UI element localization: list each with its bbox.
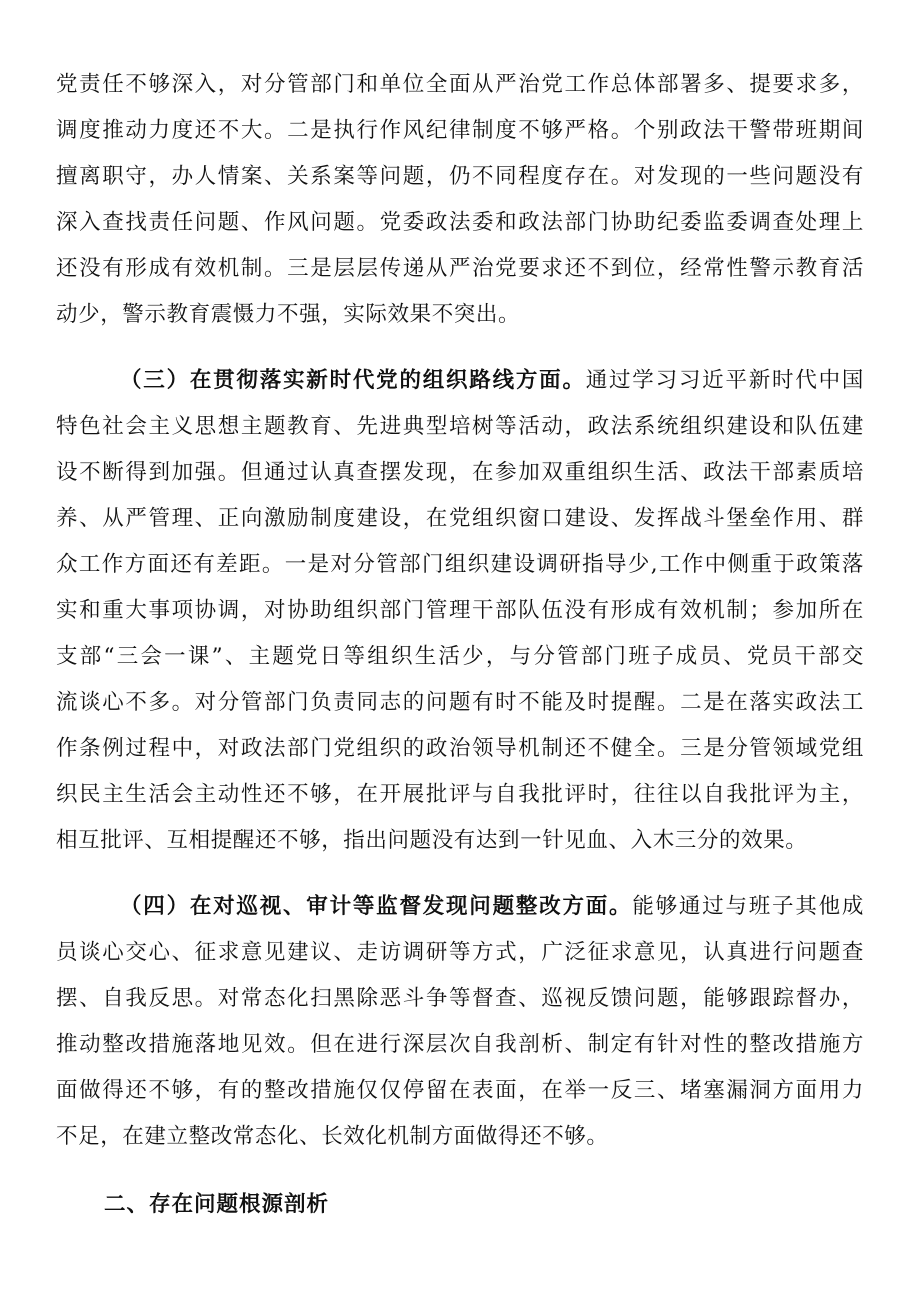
line-text: 调度推动力度还不大。二是执行作风纪律制度不够严格。个别政法干警带班期间 [56, 118, 864, 143]
line-text: 不足，在建立整改常态化、长效化机制方面做得还不够。 [56, 1124, 609, 1149]
paragraph-line [56, 938, 864, 968]
paragraph-line [56, 116, 864, 146]
line-text: 能够通过与班子其他成 [632, 894, 864, 919]
line-text: 织民主生活会主动性还不够，在开展批评与自我批评时，往往以自我批评为主， [56, 782, 864, 807]
line-text: 党责任不够深入，对分管部门和单位全面从严治党工作总体部署多、提要求多， [56, 72, 864, 97]
line-text: 养、从严管理、正向激励制度建设，在党组织窗口建设、发挥战斗堡垒作用、群 [56, 506, 864, 531]
paragraph-line [56, 1076, 864, 1106]
line-text: 相互批评、互相提醒还不够，指出问题没有达到一针见血、入木三分的效果。 [56, 828, 808, 853]
line-text: 实和重大事项协调，对协助组织部门管理干部队伍没有形成有效机制；参加所在 [56, 598, 864, 623]
line-text: 推动整改措施落地见效。但在进行深层次自我剖析、制定有针对性的整改措施方 [56, 1032, 864, 1057]
paragraph-line [56, 734, 864, 764]
line-text: 面做得还不够，有的整改措施仅仅停留在表面，在举一反三、堵塞漏洞方面用力 [56, 1078, 864, 1103]
line-text: 特色社会主义思想主题教育、先进典型培树等活动，政法系统组织建设和队伍建 [56, 414, 864, 439]
line-text: 动少，警示教育震慑力不强，实际效果不突出。 [56, 302, 521, 327]
section-heading-4: （四）在对巡视、审计等监督发现问题整改方面。 [120, 894, 633, 919]
section-heading-3: （三）在贯彻落实新时代党的组织路线方面。 [120, 368, 586, 393]
line-text: 还没有形成有效机制。三是层层传递从严治党要求还不到位，经常性警示教育活 [56, 256, 864, 281]
paragraph-line [56, 208, 864, 238]
line-text: 深入查找责任问题、作风问题。党委政法委和政法部门协助纪委监委调查处理上 [56, 210, 864, 235]
paragraph-line [56, 412, 864, 442]
paragraph-line [56, 780, 864, 810]
paragraph-line [56, 984, 864, 1014]
paragraph-line [56, 162, 864, 192]
chapter-heading [56, 1190, 864, 1220]
line-text: 擅离职守，办人情案、关系案等问题，仍不同程度存在。对发现的一些问题没有 [56, 164, 864, 189]
paragraph-line [56, 642, 864, 672]
paragraph-line [56, 504, 864, 534]
line-text: 作条例过程中，对政法部门党组织的政治领导机制还不健全。三是分管领域党组 [56, 736, 864, 761]
paragraph-line [56, 826, 864, 856]
paragraph-line [56, 70, 864, 100]
line-text: 支部“三会一课”、主题党日等组织生活少，与分管部门班子成员、党员干部交 [56, 644, 864, 669]
chapter-heading-text: 二、存在问题根源剖析 [104, 1192, 330, 1217]
paragraph-line [56, 1030, 864, 1060]
line-text: 员谈心交心、征求意见建议、走访调研等方式，广泛征求意见，认真进行问题查 [56, 940, 864, 965]
paragraph-line [56, 688, 864, 718]
line-text: 设不断得到加强。但通过认真查摆发现，在参加双重组织生活、政法干部素质培 [56, 460, 864, 485]
paragraph-line [56, 254, 864, 284]
paragraph-line [56, 1122, 864, 1152]
line-text: 众工作方面还有差距。一是对分管部门组织建设调研指导少,工作中侧重于政策落 [56, 552, 864, 577]
paragraph-line [56, 550, 864, 580]
line-text: 通过学习习近平新时代中国 [585, 368, 864, 393]
section-heading-line-4 [56, 892, 864, 922]
paragraph-line [56, 596, 864, 626]
paragraph-line [56, 458, 864, 488]
line-text: 流谈心不多。对分管部门负责同志的问题有时不能及时提醒。二是在落实政法工 [56, 690, 864, 715]
paragraph-line [56, 300, 864, 330]
section-heading-line-3 [56, 366, 864, 396]
line-text: 摆、自我反思。对常态化扫黑除恶斗争等督查、巡视反馈问题，能够跟踪督办， [56, 986, 864, 1011]
